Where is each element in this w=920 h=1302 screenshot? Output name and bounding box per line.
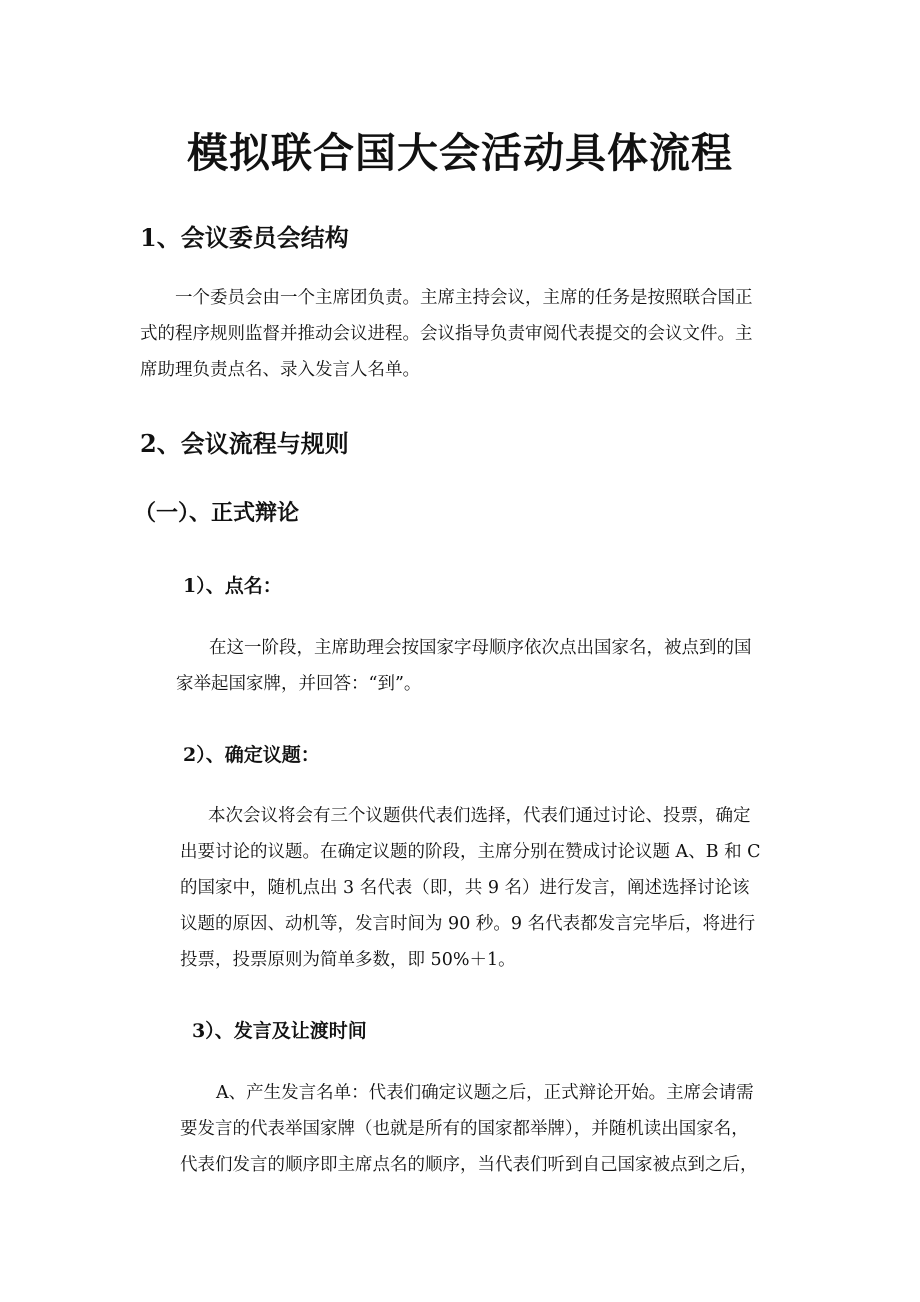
item-heading-set-agenda: 2）、确定议题：	[183, 744, 320, 766]
paragraph-line: 出要讨论的议题。在确定议题的阶段，主席分别在赞成讨论议题 A、B 和 C	[180, 842, 761, 862]
subsection-heading-formal-debate: （一）、正式辩论	[134, 500, 300, 526]
paragraph-line: 投票，投票原则为简单多数，即 50%＋1。	[180, 950, 516, 970]
paragraph-roll-call	[176, 630, 780, 702]
paragraph-line: 在这一阶段，主席助理会按国家字母顺序依次点出国家名，被点到的国	[209, 638, 752, 658]
paragraph-line: 一个委员会由一个主席团负责。主席主持会议，主席的任务是按照联合国正	[175, 288, 753, 308]
paragraph-line: 式的程序规则监督并推动会议进程。会议指导负责审阅代表提交的会议文件。主	[140, 324, 753, 344]
paragraph-committee-structure	[140, 280, 780, 388]
item-heading-speeches-yield-time: 3）、发言及让渡时间	[192, 1020, 367, 1042]
paragraph-line: 本次会议将会有三个议题供代表们选择，代表们通过讨论、投票，确定	[208, 806, 751, 826]
paragraph-line: A、产生发言名单：代表们确定议题之后，正式辩论开始。主席会请需	[216, 1083, 754, 1103]
section-heading-committee-structure: 1、会议委员会结构	[140, 223, 349, 252]
document-title: 模拟联合国大会活动具体流程	[187, 129, 733, 177]
paragraph-line: 席助理负责点名、录入发言人名单。	[140, 360, 420, 380]
paragraph-line: 家举起国家牌，并回答：“到”。	[176, 674, 422, 694]
paragraph-line: 的国家中，随机点出 3 名代表（即，共 9 名）进行发言，阐述选择讨论该	[180, 878, 750, 898]
item-heading-roll-call: 1）、点名：	[183, 575, 282, 597]
paragraph-set-agenda	[180, 798, 780, 978]
paragraph-line: 议题的原因、动机等，发言时间为 90 秒。9 名代表都发言完毕后，将进行	[180, 914, 756, 934]
paragraph-speakers-list	[180, 1075, 780, 1183]
section-heading-process-rules: 2、会议流程与规则	[140, 429, 349, 458]
paragraph-line: 要发言的代表举国家牌（也就是所有的国家都举牌），并随机读出国家名，	[180, 1119, 749, 1139]
paragraph-line: 代表们发言的顺序即主席点名的顺序，当代表们听到自己国家被点到之后，	[180, 1155, 758, 1175]
